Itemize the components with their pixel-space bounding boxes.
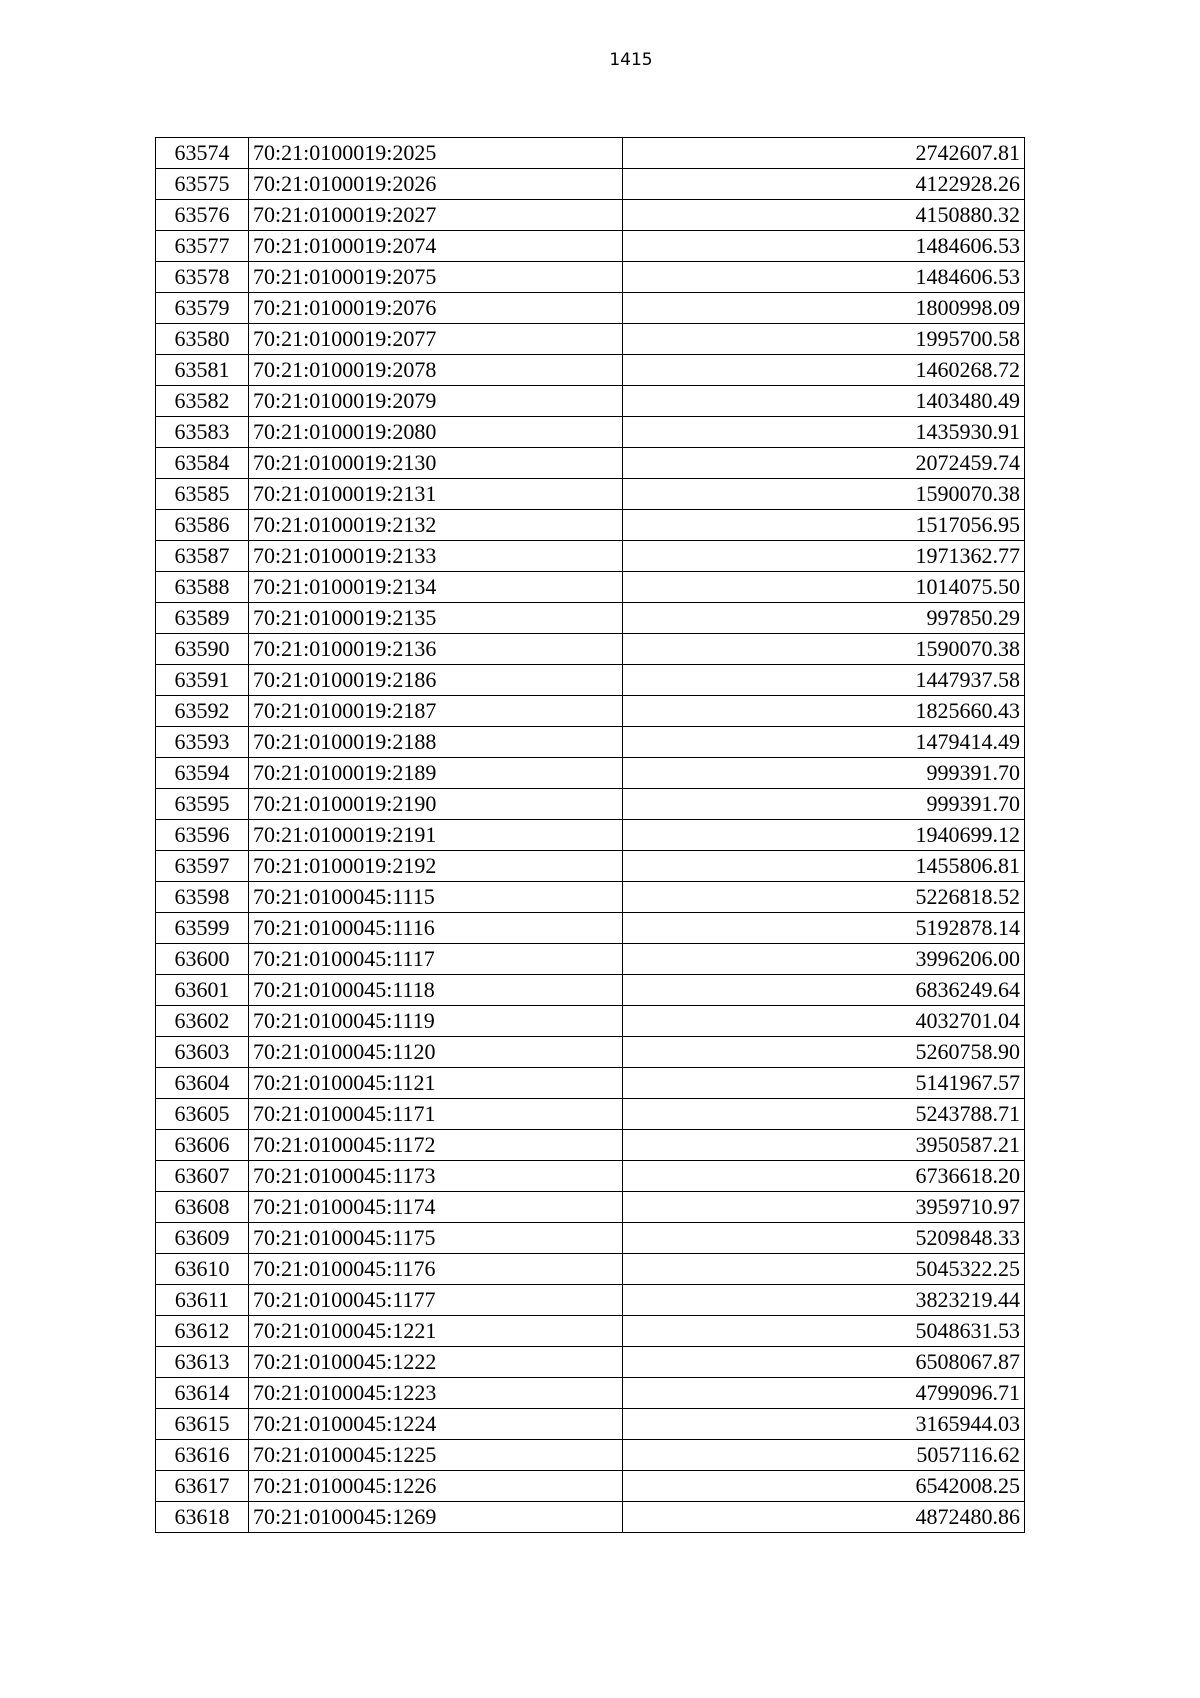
table-row [156, 1409, 1025, 1440]
row-number-cell: 63594 [156, 758, 249, 789]
row-number-cell: 63582 [156, 386, 249, 417]
table-row [156, 975, 1025, 1006]
cadastral-number-cell: 70:21:0100045:1119 [249, 1006, 623, 1037]
row-number-cell: 63610 [156, 1254, 249, 1285]
cadastral-value-table [155, 137, 1025, 1533]
cadastral-value-cell: 6736618.20 [623, 1161, 1025, 1192]
table-row [156, 293, 1025, 324]
table-row [156, 882, 1025, 913]
cadastral-number-cell: 70:21:0100019:2076 [249, 293, 623, 324]
row-number-cell: 63595 [156, 789, 249, 820]
row-number-cell: 63590 [156, 634, 249, 665]
row-number-cell: 63587 [156, 541, 249, 572]
cadastral-value-cell: 1800998.09 [623, 293, 1025, 324]
row-number-cell: 63603 [156, 1037, 249, 1068]
row-number-cell: 63611 [156, 1285, 249, 1316]
row-number-cell: 63609 [156, 1223, 249, 1254]
cadastral-number-cell: 70:21:0100045:1175 [249, 1223, 623, 1254]
row-number-cell: 63592 [156, 696, 249, 727]
cadastral-value-cell: 5260758.90 [623, 1037, 1025, 1068]
table-row [156, 1378, 1025, 1409]
cadastral-value-cell: 1590070.38 [623, 634, 1025, 665]
cadastral-value-cell: 1995700.58 [623, 324, 1025, 355]
cadastral-number-cell: 70:21:0100045:1177 [249, 1285, 623, 1316]
row-number-cell: 63615 [156, 1409, 249, 1440]
row-number-cell: 63580 [156, 324, 249, 355]
cadastral-number-cell: 70:21:0100019:2074 [249, 231, 623, 262]
row-number-cell: 63584 [156, 448, 249, 479]
row-number-cell: 63602 [156, 1006, 249, 1037]
cadastral-number-cell: 70:21:0100019:2027 [249, 200, 623, 231]
row-number-cell: 63593 [156, 727, 249, 758]
table-row [156, 510, 1025, 541]
cadastral-value-cell: 6836249.64 [623, 975, 1025, 1006]
cadastral-value-cell: 3996206.00 [623, 944, 1025, 975]
cadastral-number-cell: 70:21:0100045:1172 [249, 1130, 623, 1161]
cadastral-number-cell: 70:21:0100019:2136 [249, 634, 623, 665]
cadastral-number-cell: 70:21:0100045:1171 [249, 1099, 623, 1130]
cadastral-value-cell: 1447937.58 [623, 665, 1025, 696]
cadastral-value-cell: 6542008.25 [623, 1471, 1025, 1502]
cadastral-value-cell: 999391.70 [623, 789, 1025, 820]
cadastral-value-cell: 5226818.52 [623, 882, 1025, 913]
table-row [156, 1285, 1025, 1316]
cadastral-value-cell: 4122928.26 [623, 169, 1025, 200]
table-row [156, 1099, 1025, 1130]
cadastral-value-cell: 4872480.86 [623, 1502, 1025, 1533]
cadastral-value-cell: 1460268.72 [623, 355, 1025, 386]
table-row [156, 1068, 1025, 1099]
cadastral-value-cell: 5045322.25 [623, 1254, 1025, 1285]
cadastral-number-cell: 70:21:0100019:2078 [249, 355, 623, 386]
cadastral-number-cell: 70:21:0100045:1224 [249, 1409, 623, 1440]
table-row [156, 262, 1025, 293]
cadastral-number-cell: 70:21:0100019:2188 [249, 727, 623, 758]
cadastral-number-cell: 70:21:0100019:2026 [249, 169, 623, 200]
row-number-cell: 63599 [156, 913, 249, 944]
row-number-cell: 63605 [156, 1099, 249, 1130]
table-row [156, 169, 1025, 200]
cadastral-value-cell: 1517056.95 [623, 510, 1025, 541]
cadastral-value-cell: 5192878.14 [623, 913, 1025, 944]
table-row [156, 820, 1025, 851]
table-row [156, 1037, 1025, 1068]
cadastral-value-cell: 1971362.77 [623, 541, 1025, 572]
cadastral-value-cell: 2742607.81 [623, 138, 1025, 169]
table-row [156, 386, 1025, 417]
row-number-cell: 63589 [156, 603, 249, 634]
table-row [156, 1223, 1025, 1254]
table-row [156, 231, 1025, 262]
table-row [156, 1471, 1025, 1502]
cadastral-number-cell: 70:21:0100045:1118 [249, 975, 623, 1006]
table-row [156, 1254, 1025, 1285]
table-row [156, 1006, 1025, 1037]
cadastral-value-cell: 1484606.53 [623, 231, 1025, 262]
row-number-cell: 63608 [156, 1192, 249, 1223]
cadastral-value-cell: 1484606.53 [623, 262, 1025, 293]
row-number-cell: 63591 [156, 665, 249, 696]
cadastral-number-cell: 70:21:0100045:1223 [249, 1378, 623, 1409]
cadastral-value-cell: 5048631.53 [623, 1316, 1025, 1347]
cadastral-number-cell: 70:21:0100045:1222 [249, 1347, 623, 1378]
cadastral-value-cell: 1014075.50 [623, 572, 1025, 603]
cadastral-value-cell: 1825660.43 [623, 696, 1025, 727]
cadastral-number-cell: 70:21:0100019:2080 [249, 417, 623, 448]
table-row [156, 634, 1025, 665]
row-number-cell: 63612 [156, 1316, 249, 1347]
table-row [156, 789, 1025, 820]
cadastral-value-cell: 5243788.71 [623, 1099, 1025, 1130]
row-number-cell: 63588 [156, 572, 249, 603]
table-row [156, 1502, 1025, 1533]
table-row [156, 696, 1025, 727]
cadastral-value-cell: 3165944.03 [623, 1409, 1025, 1440]
cadastral-value-cell: 3950587.21 [623, 1130, 1025, 1161]
table-row [156, 1440, 1025, 1471]
table-row [156, 913, 1025, 944]
row-number-cell: 63618 [156, 1502, 249, 1533]
table-row [156, 479, 1025, 510]
cadastral-number-cell: 70:21:0100045:1176 [249, 1254, 623, 1285]
row-number-cell: 63581 [156, 355, 249, 386]
cadastral-value-cell: 1479414.49 [623, 727, 1025, 758]
cadastral-value-cell: 5141967.57 [623, 1068, 1025, 1099]
table-row [156, 417, 1025, 448]
cadastral-value-cell: 3959710.97 [623, 1192, 1025, 1223]
row-number-cell: 63596 [156, 820, 249, 851]
table-row [156, 1347, 1025, 1378]
cadastral-number-cell: 70:21:0100045:1225 [249, 1440, 623, 1471]
row-number-cell: 63577 [156, 231, 249, 262]
table-row [156, 1130, 1025, 1161]
table-row [156, 1316, 1025, 1347]
page-number: 1415 [609, 50, 653, 70]
row-number-cell: 63578 [156, 262, 249, 293]
cadastral-number-cell: 70:21:0100019:2190 [249, 789, 623, 820]
cadastral-value-cell: 4799096.71 [623, 1378, 1025, 1409]
cadastral-value-cell: 1940699.12 [623, 820, 1025, 851]
cadastral-value-cell: 4032701.04 [623, 1006, 1025, 1037]
row-number-cell: 63613 [156, 1347, 249, 1378]
cadastral-value-cell: 999391.70 [623, 758, 1025, 789]
row-number-cell: 63583 [156, 417, 249, 448]
cadastral-number-cell: 70:21:0100019:2132 [249, 510, 623, 541]
cadastral-number-cell: 70:21:0100019:2133 [249, 541, 623, 572]
cadastral-number-cell: 70:21:0100019:2134 [249, 572, 623, 603]
row-number-cell: 63614 [156, 1378, 249, 1409]
row-number-cell: 63617 [156, 1471, 249, 1502]
table-row [156, 541, 1025, 572]
cadastral-number-cell: 70:21:0100019:2187 [249, 696, 623, 727]
cadastral-number-cell: 70:21:0100019:2191 [249, 820, 623, 851]
table-row [156, 448, 1025, 479]
row-number-cell: 63597 [156, 851, 249, 882]
row-number-cell: 63606 [156, 1130, 249, 1161]
cadastral-value-cell: 3823219.44 [623, 1285, 1025, 1316]
cadastral-number-cell: 70:21:0100019:2079 [249, 386, 623, 417]
table-row [156, 355, 1025, 386]
cadastral-number-cell: 70:21:0100045:1117 [249, 944, 623, 975]
cadastral-number-cell: 70:21:0100045:1173 [249, 1161, 623, 1192]
row-number-cell: 63607 [156, 1161, 249, 1192]
row-number-cell: 63574 [156, 138, 249, 169]
row-number-cell: 63616 [156, 1440, 249, 1471]
table-row [156, 758, 1025, 789]
table-row [156, 200, 1025, 231]
cadastral-number-cell: 70:21:0100045:1226 [249, 1471, 623, 1502]
cadastral-number-cell: 70:21:0100045:1269 [249, 1502, 623, 1533]
table-row [156, 851, 1025, 882]
row-number-cell: 63604 [156, 1068, 249, 1099]
table-row [156, 727, 1025, 758]
cadastral-number-cell: 70:21:0100019:2186 [249, 665, 623, 696]
cadastral-number-cell: 70:21:0100019:2075 [249, 262, 623, 293]
cadastral-number-cell: 70:21:0100019:2131 [249, 479, 623, 510]
table-row [156, 603, 1025, 634]
row-number-cell: 63600 [156, 944, 249, 975]
cadastral-value-cell: 997850.29 [623, 603, 1025, 634]
cadastral-number-cell: 70:21:0100045:1221 [249, 1316, 623, 1347]
row-number-cell: 63576 [156, 200, 249, 231]
cadastral-number-cell: 70:21:0100019:2192 [249, 851, 623, 882]
cadastral-number-cell: 70:21:0100019:2135 [249, 603, 623, 634]
cadastral-value-cell: 4150880.32 [623, 200, 1025, 231]
table-row [156, 665, 1025, 696]
row-number-cell: 63598 [156, 882, 249, 913]
cadastral-value-cell: 5209848.33 [623, 1223, 1025, 1254]
row-number-cell: 63586 [156, 510, 249, 541]
row-number-cell: 63575 [156, 169, 249, 200]
cadastral-value-cell: 2072459.74 [623, 448, 1025, 479]
cadastral-number-cell: 70:21:0100019:2077 [249, 324, 623, 355]
cadastral-value-cell: 1455806.81 [623, 851, 1025, 882]
row-number-cell: 63601 [156, 975, 249, 1006]
cadastral-value-cell: 5057116.62 [623, 1440, 1025, 1471]
cadastral-number-cell: 70:21:0100019:2130 [249, 448, 623, 479]
cadastral-value-cell: 1403480.49 [623, 386, 1025, 417]
cadastral-value-cell: 6508067.87 [623, 1347, 1025, 1378]
row-number-cell: 63585 [156, 479, 249, 510]
table-row [156, 1161, 1025, 1192]
table-row [156, 1192, 1025, 1223]
cadastral-number-cell: 70:21:0100045:1115 [249, 882, 623, 913]
cadastral-number-cell: 70:21:0100045:1121 [249, 1068, 623, 1099]
cadastral-number-cell: 70:21:0100045:1120 [249, 1037, 623, 1068]
cadastral-number-cell: 70:21:0100019:2025 [249, 138, 623, 169]
table-row [156, 944, 1025, 975]
cadastral-value-cell: 1590070.38 [623, 479, 1025, 510]
cadastral-number-cell: 70:21:0100045:1116 [249, 913, 623, 944]
table-row [156, 324, 1025, 355]
table-row [156, 572, 1025, 603]
cadastral-number-cell: 70:21:0100045:1174 [249, 1192, 623, 1223]
cadastral-number-cell: 70:21:0100019:2189 [249, 758, 623, 789]
row-number-cell: 63579 [156, 293, 249, 324]
cadastral-value-cell: 1435930.91 [623, 417, 1025, 448]
table-row [156, 138, 1025, 169]
table-body [156, 138, 1025, 1533]
